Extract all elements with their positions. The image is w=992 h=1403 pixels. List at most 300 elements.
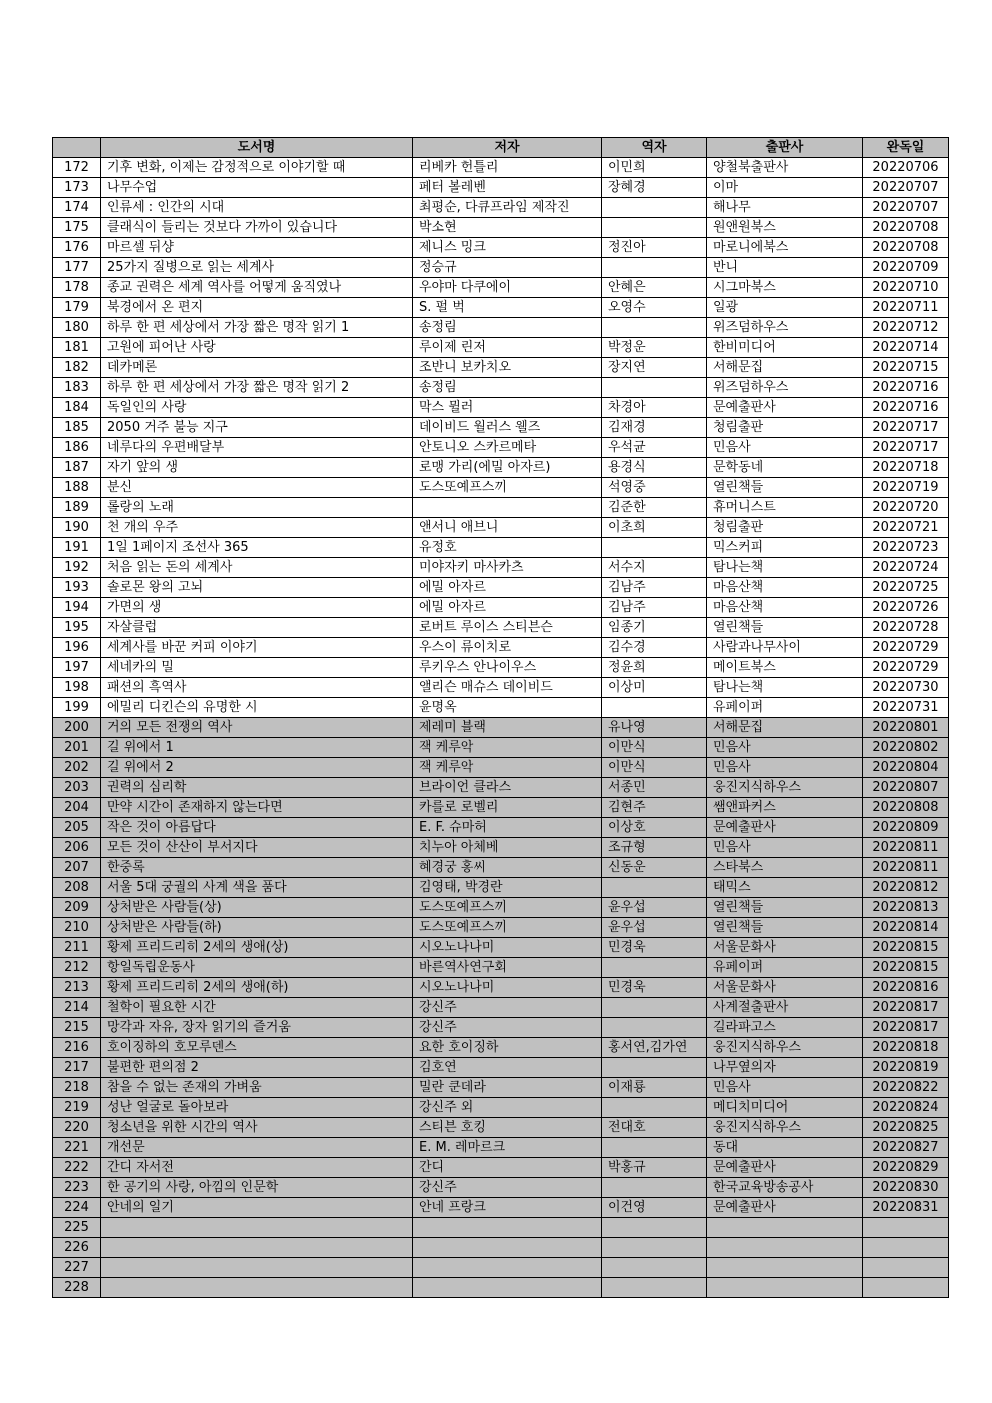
book-publisher: 열린책들 [707,898,863,918]
table-row [53,418,949,438]
table-row [53,938,949,958]
book-translator: 박홍규 [602,1158,707,1178]
book-translator [602,1138,707,1158]
table-row [53,798,949,818]
book-author: 도스또예프스끼 [413,898,602,918]
finish-date: 20220817 [863,998,949,1018]
book-title: 북경에서 온 편지 [101,298,413,318]
row-number: 226 [53,1238,101,1258]
table-row [53,778,949,798]
book-title: 개선문 [101,1138,413,1158]
finish-date: 20220729 [863,658,949,678]
book-author: 안토니오 스카르메타 [413,438,602,458]
book-title: 참을 수 없는 존재의 가벼움 [101,1078,413,1098]
row-number: 208 [53,878,101,898]
book-publisher: 열린책들 [707,618,863,638]
finish-date [863,1238,949,1258]
book-publisher: 사계절출판사 [707,998,863,1018]
book-title: 한중록 [101,858,413,878]
book-publisher: 서울문화사 [707,938,863,958]
table-row [53,698,949,718]
header-title: 도서명 [101,138,413,158]
finish-date: 20220725 [863,578,949,598]
book-title: 상처받은 사람들(상) [101,898,413,918]
header-row [53,138,949,158]
finish-date: 20220814 [863,918,949,938]
book-author: 앨리슨 매슈스 데이비드 [413,678,602,698]
table-row [53,838,949,858]
table-row [53,158,949,178]
book-author: 강신주 [413,1178,602,1198]
table-row [53,298,949,318]
book-author: 시오노나나미 [413,978,602,998]
book-author: 김영태, 박경란 [413,878,602,898]
row-number: 175 [53,218,101,238]
book-title: 상처받은 사람들(하) [101,918,413,938]
book-title: 데카메론 [101,358,413,378]
finish-date: 20220731 [863,698,949,718]
book-title: 항일독립운동사 [101,958,413,978]
book-title: 망각과 자유, 장자 읽기의 즐거움 [101,1018,413,1038]
book-author [413,1218,602,1238]
book-publisher: 문예출판사 [707,1198,863,1218]
row-number: 227 [53,1258,101,1278]
table-row [53,1058,949,1078]
book-translator [602,538,707,558]
book-translator [602,1218,707,1238]
book-translator: 유나영 [602,718,707,738]
book-author: 에밀 아자르 [413,598,602,618]
table-row [53,258,949,278]
table-row [53,358,949,378]
finish-date: 20220729 [863,638,949,658]
row-number: 224 [53,1198,101,1218]
book-translator: 이재룡 [602,1078,707,1098]
book-author: 송정림 [413,318,602,338]
row-number: 180 [53,318,101,338]
finish-date [863,1258,949,1278]
book-author: 정승규 [413,258,602,278]
book-publisher: 웅진지식하우스 [707,1038,863,1058]
table-row [53,398,949,418]
row-number: 186 [53,438,101,458]
book-translator: 차경아 [602,398,707,418]
row-number: 195 [53,618,101,638]
finish-date: 20220809 [863,818,949,838]
book-author: 윤명옥 [413,698,602,718]
table-row [53,818,949,838]
book-title: 호이징하의 호모루덴스 [101,1038,413,1058]
book-translator: 신동운 [602,858,707,878]
table-row [53,1018,949,1038]
table-row [53,318,949,338]
book-translator: 김재경 [602,418,707,438]
row-number: 218 [53,1078,101,1098]
row-number: 222 [53,1158,101,1178]
table-row [53,578,949,598]
book-publisher: 휴머니스트 [707,498,863,518]
table-row [53,378,949,398]
table-row [53,558,949,578]
row-number: 207 [53,858,101,878]
book-author: 리베카 헌틀리 [413,158,602,178]
book-author: 브라이언 클라스 [413,778,602,798]
finish-date: 20220807 [863,778,949,798]
book-author: 최평순, 다큐프라임 제작진 [413,198,602,218]
table-row [53,718,949,738]
row-number: 214 [53,998,101,1018]
row-number: 188 [53,478,101,498]
table-row [53,198,949,218]
book-author: 제레미 블랙 [413,718,602,738]
book-translator: 이건영 [602,1198,707,1218]
book-title: 철학이 필요한 시간 [101,998,413,1018]
book-author: 간디 [413,1158,602,1178]
book-title: 25가지 질병으로 읽는 세계사 [101,258,413,278]
book-author: 시오노나나미 [413,938,602,958]
book-title: 간디 자서전 [101,1158,413,1178]
row-number: 213 [53,978,101,998]
finish-date: 20220804 [863,758,949,778]
row-number: 176 [53,238,101,258]
row-number: 194 [53,598,101,618]
book-author: 안네 프랑크 [413,1198,602,1218]
row-number: 202 [53,758,101,778]
finish-date: 20220716 [863,398,949,418]
book-title: 서울 5대 궁궐의 사계 색을 품다 [101,878,413,898]
book-title: 종교 권력은 세계 역사를 어떻게 움직였나 [101,278,413,298]
book-title [101,1278,413,1298]
book-publisher: 민음사 [707,758,863,778]
table-row [53,738,949,758]
table-row [53,898,949,918]
book-author: 우스이 류이치로 [413,638,602,658]
book-publisher: 한비미디어 [707,338,863,358]
book-publisher: 이마 [707,178,863,198]
book-author: 도스또예프스끼 [413,478,602,498]
finish-date: 20220831 [863,1198,949,1218]
finish-date: 20220721 [863,518,949,538]
finish-date [863,1278,949,1298]
row-number: 172 [53,158,101,178]
row-number: 192 [53,558,101,578]
finish-date: 20220730 [863,678,949,698]
book-translator: 김남주 [602,598,707,618]
book-publisher: 청림출판 [707,418,863,438]
finish-date: 20220811 [863,858,949,878]
table-row [53,1078,949,1098]
row-number: 206 [53,838,101,858]
book-translator: 이민희 [602,158,707,178]
book-publisher: 메이트북스 [707,658,863,678]
book-author: 밀란 쿤데라 [413,1078,602,1098]
book-publisher: 사람과나무사이 [707,638,863,658]
row-number: 183 [53,378,101,398]
book-author: 박소현 [413,218,602,238]
book-title: 길 위에서 2 [101,758,413,778]
book-title: 하루 한 편 세상에서 가장 짧은 명작 읽기 2 [101,378,413,398]
book-publisher: 문예출판사 [707,818,863,838]
book-publisher: 위즈덤하우스 [707,378,863,398]
row-number: 209 [53,898,101,918]
table-row [53,538,949,558]
book-publisher: 동대 [707,1138,863,1158]
finish-date: 20220830 [863,1178,949,1198]
row-number: 189 [53,498,101,518]
book-publisher: 마음산책 [707,598,863,618]
row-number: 184 [53,398,101,418]
book-translator: 서종민 [602,778,707,798]
book-author: 루키우스 안나이우스 [413,658,602,678]
book-author [413,1258,602,1278]
row-number: 219 [53,1098,101,1118]
book-translator: 이초희 [602,518,707,538]
finish-date: 20220817 [863,1018,949,1038]
book-title: 2050 거주 불능 지구 [101,418,413,438]
book-translator: 정진아 [602,238,707,258]
book-publisher: 일광 [707,298,863,318]
book-publisher [707,1278,863,1298]
book-title: 고원에 피어난 사랑 [101,338,413,358]
table-row [53,918,949,938]
book-title: 하루 한 편 세상에서 가장 짧은 명작 읽기 1 [101,318,413,338]
book-translator [602,378,707,398]
book-translator: 민경욱 [602,978,707,998]
table-row [53,1258,949,1278]
book-publisher: 민음사 [707,438,863,458]
book-publisher: 길라파고스 [707,1018,863,1038]
book-title: 황제 프리드리히 2세의 생애(상) [101,938,413,958]
book-publisher: 태믹스 [707,878,863,898]
book-author: 로버트 루이스 스티븐슨 [413,618,602,638]
book-translator [602,998,707,1018]
book-title: 패션의 흑역사 [101,678,413,698]
book-translator [602,1058,707,1078]
book-translator [602,218,707,238]
book-title: 권력의 심리학 [101,778,413,798]
book-translator: 석영중 [602,478,707,498]
book-author: 바른역사연구회 [413,958,602,978]
book-author: 스티븐 호킹 [413,1118,602,1138]
table-row [53,238,949,258]
finish-date: 20220712 [863,318,949,338]
book-title: 한 공기의 사랑, 아낌의 인문학 [101,1178,413,1198]
book-author: 루이제 린저 [413,338,602,358]
book-title: 모든 것이 산산이 부서지다 [101,838,413,858]
book-author: 혜경궁 홍씨 [413,858,602,878]
finish-date: 20220711 [863,298,949,318]
finish-date: 20220707 [863,198,949,218]
book-translator [602,958,707,978]
book-author: 제니스 밍크 [413,238,602,258]
book-publisher: 한국교육방송공사 [707,1178,863,1198]
book-translator [602,1098,707,1118]
row-number: 225 [53,1218,101,1238]
finish-date: 20220802 [863,738,949,758]
table-row [53,658,949,678]
finish-date: 20220728 [863,618,949,638]
header-translator: 역자 [602,138,707,158]
book-title [101,1238,413,1258]
finish-date: 20220720 [863,498,949,518]
book-translator [602,878,707,898]
finish-date: 20220708 [863,238,949,258]
row-number: 190 [53,518,101,538]
book-translator: 윤우섭 [602,918,707,938]
book-author: 우야마 다쿠에이 [413,278,602,298]
table-row [53,1038,949,1058]
book-translator: 김수경 [602,638,707,658]
book-author: E. F. 슈마허 [413,818,602,838]
row-number: 220 [53,1118,101,1138]
book-publisher: 민음사 [707,738,863,758]
finish-date: 20220815 [863,958,949,978]
book-translator: 전대호 [602,1118,707,1138]
book-translator: 이상미 [602,678,707,698]
book-publisher: 문예출판사 [707,398,863,418]
row-number: 215 [53,1018,101,1038]
row-number: 179 [53,298,101,318]
table-row [53,1198,949,1218]
book-title: 작은 것이 아름답다 [101,818,413,838]
finish-date: 20220812 [863,878,949,898]
finish-date: 20220706 [863,158,949,178]
table-row [53,1118,949,1138]
finish-date: 20220726 [863,598,949,618]
book-publisher: 웅진지식하우스 [707,1118,863,1138]
book-publisher: 스타북스 [707,858,863,878]
book-translator: 이만식 [602,758,707,778]
book-translator: 박정운 [602,338,707,358]
table-row [53,218,949,238]
row-number: 178 [53,278,101,298]
book-publisher: 반니 [707,258,863,278]
finish-date: 20220708 [863,218,949,238]
row-number: 212 [53,958,101,978]
book-author [413,1278,602,1298]
book-title: 천 개의 우주 [101,518,413,538]
book-title: 불편한 편의점 2 [101,1058,413,1078]
book-translator: 장지연 [602,358,707,378]
book-translator: 용경식 [602,458,707,478]
finish-date: 20220709 [863,258,949,278]
finish-date: 20220724 [863,558,949,578]
book-translator: 오영수 [602,298,707,318]
table-row [53,478,949,498]
book-author: 강신주 [413,1018,602,1038]
book-title: 청소년을 위한 시간의 역사 [101,1118,413,1138]
book-title [101,1258,413,1278]
finish-date: 20220813 [863,898,949,918]
book-author: 잭 케루악 [413,738,602,758]
book-title: 에밀리 디킨슨의 유명한 시 [101,698,413,718]
row-number: 223 [53,1178,101,1198]
book-publisher: 서울문화사 [707,978,863,998]
book-author: 잭 케루악 [413,758,602,778]
book-title: 클래식이 들리는 것보다 가까이 있습니다 [101,218,413,238]
book-publisher: 열린책들 [707,918,863,938]
book-title: 안네의 일기 [101,1198,413,1218]
finish-date: 20220717 [863,418,949,438]
row-number: 197 [53,658,101,678]
finish-date: 20220818 [863,1038,949,1058]
book-translator [602,1018,707,1038]
book-translator: 홍서연,김가연 [602,1038,707,1058]
book-author: 로맹 가리(에밀 아자르) [413,458,602,478]
book-publisher [707,1218,863,1238]
finish-date: 20220824 [863,1098,949,1118]
finish-date: 20220716 [863,378,949,398]
book-publisher [707,1238,863,1258]
book-title: 1일 1페이지 조선사 365 [101,538,413,558]
finish-date: 20220718 [863,458,949,478]
table-row [53,998,949,1018]
row-number: 221 [53,1138,101,1158]
book-publisher: 메디치미디어 [707,1098,863,1118]
book-publisher: 열린책들 [707,478,863,498]
book-author: 데이비드 월러스 웰즈 [413,418,602,438]
row-number: 185 [53,418,101,438]
book-title: 거의 모든 전쟁의 역사 [101,718,413,738]
finish-date: 20220717 [863,438,949,458]
finish-date: 20220816 [863,978,949,998]
book-translator [602,198,707,218]
table-row [53,858,949,878]
table-row [53,618,949,638]
row-number: 211 [53,938,101,958]
book-title: 길 위에서 1 [101,738,413,758]
finish-date: 20220811 [863,838,949,858]
header-number [53,138,101,158]
book-title: 황제 프리드리히 2세의 생애(하) [101,978,413,998]
book-translator: 김준한 [602,498,707,518]
row-number: 201 [53,738,101,758]
book-publisher: 탐나는책 [707,558,863,578]
table-row [53,678,949,698]
finish-date: 20220719 [863,478,949,498]
book-translator: 김현주 [602,798,707,818]
table-row [53,178,949,198]
finish-date: 20220827 [863,1138,949,1158]
table-row [53,1278,949,1298]
book-title: 세네카의 밀 [101,658,413,678]
book-title: 마르셀 뒤샹 [101,238,413,258]
row-number: 204 [53,798,101,818]
table-row [53,1098,949,1118]
table-row [53,978,949,998]
row-number: 217 [53,1058,101,1078]
book-title: 성난 얼굴로 돌아보라 [101,1098,413,1118]
finish-date: 20220723 [863,538,949,558]
book-publisher: 믹스커피 [707,538,863,558]
book-publisher: 유페이퍼 [707,698,863,718]
book-title: 만약 시간이 존재하지 않는다면 [101,798,413,818]
table-row [53,438,949,458]
finish-date: 20220825 [863,1118,949,1138]
table-row [53,1178,949,1198]
book-translator: 안혜은 [602,278,707,298]
row-number: 198 [53,678,101,698]
book-translator: 이만식 [602,738,707,758]
book-author [413,498,602,518]
book-author: 유정호 [413,538,602,558]
book-translator: 정윤희 [602,658,707,678]
row-number: 199 [53,698,101,718]
finish-date: 20220822 [863,1078,949,1098]
book-translator: 서수지 [602,558,707,578]
book-publisher: 웅진지식하우스 [707,778,863,798]
finish-date: 20220715 [863,358,949,378]
